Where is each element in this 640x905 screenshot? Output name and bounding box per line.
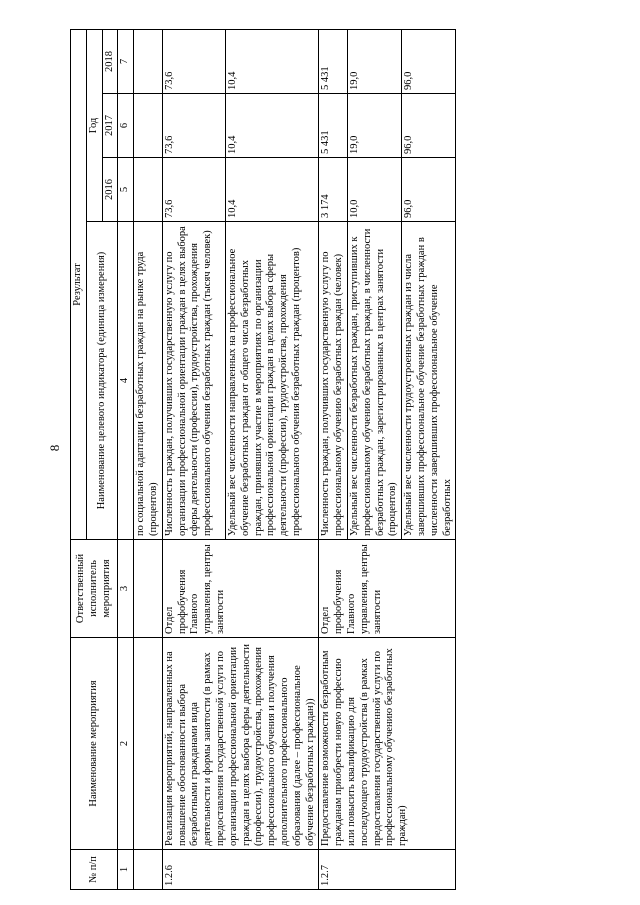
value-2017: 19,0	[347, 94, 401, 158]
table-row	[162, 29, 225, 889]
row-number: 1.2.7	[319, 850, 456, 890]
indicator-name: Удельный вес численности безработных граждан, приступивших к профессиональному обучению безработных граждан, в численности безработных граждан, зарегистрированных в центрах занятости (процентов)	[347, 222, 401, 540]
header-executor: Ответственный исполнитель мероприятия	[71, 540, 118, 638]
measures-table	[70, 29, 456, 890]
header-year-2017: 2017	[102, 94, 118, 158]
value-2018: 73,6	[162, 29, 225, 93]
value-2016: 3 174	[319, 158, 348, 222]
column-number: 4	[118, 222, 134, 540]
header-indicator: Наименование целевого индикатора (единица измерения)	[86, 222, 118, 540]
value-2018: 10,4	[226, 29, 319, 93]
header-measure: Наименование мероприятия	[71, 638, 118, 850]
continuation-text: по социальной адаптации безработных граждан на рынке труда (процентов)	[134, 222, 163, 540]
value-2018: 19,0	[347, 29, 401, 93]
value-2017: 73,6	[162, 94, 225, 158]
value-2018: 5 431	[319, 29, 348, 93]
value-2017: 96,0	[402, 94, 456, 158]
row-number: 1.2.6	[162, 850, 319, 890]
value-2016: 10,4	[226, 158, 319, 222]
column-number: 5	[118, 158, 134, 222]
measure-name: Предоставление возможности безработным гражданам приобрести новую профессию или повысить квалификацию для последующего трудоустройства (в рамках предоставления государственной услуги по профессиональному обучению безработных граждан)	[319, 638, 456, 850]
indicator-name: Численность граждан, получивших государственную услугу по организации профессиональной ориентации граждан в целях выбора сферы деятельности (профессии), трудоустройства, прохождения профессионального обучения безработных граждан (тысяч человек)	[162, 222, 225, 540]
value-2016: 10,0	[347, 158, 401, 222]
header-year-2016: 2016	[102, 158, 118, 222]
header-result: Результат	[71, 29, 87, 539]
column-number: 7	[118, 29, 134, 93]
header-year-2018: 2018	[102, 29, 118, 93]
page-number: 8	[47, 444, 62, 452]
header-num: № п/п	[71, 850, 118, 890]
value-2016: 96,0	[402, 158, 456, 222]
continuation-row	[134, 29, 163, 889]
column-number: 2	[118, 638, 134, 850]
measure-name: Реализация мероприятий, направленных на повышение обоснованности выбора безработными гражданами вида деятельности и формы занятости (в рамках предоставления государственной услуги по организации профессиональной ориентации граждан в целях выбора сферы деятельности (профессии), трудоустройства, прохождения профессионального обучения и получения дополнительного профессионального образования (далее – профессиональное обучение безработных граждан))	[162, 638, 319, 850]
value-2017: 10,4	[226, 94, 319, 158]
indicator-name: Удельный вес численности направленных на профессиональное обучение безработных граждан от общего числа безработных граждан, принявших участие в мероприятиях по организации профессиональной ориентации граждан в целях выбора сферы деятельности (профессии), трудоустройства, прохождения профессионального обучения безработных граждан (процентов)	[226, 222, 319, 540]
value-2018: 96,0	[402, 29, 456, 93]
executor-name: Отдел профобучения Главного управления, центры занятости	[162, 540, 319, 638]
column-number: 3	[118, 540, 134, 638]
column-number: 6	[118, 94, 134, 158]
indicator-name: Удельный вес численности трудоустроенных граждан из числа завершивших профессиональное обучение безработных граждан в численности завершивших профессиональное обучение безработных	[402, 222, 456, 540]
executor-name: Отдел профобучения Главного управления, центры занятости	[319, 540, 456, 638]
indicator-name: Численность граждан, получивших государственную услугу по профессиональному обучению безработных граждан (человек)	[319, 222, 348, 540]
table-row	[319, 29, 348, 889]
column-number: 1	[118, 850, 134, 890]
value-2017: 5 431	[319, 94, 348, 158]
value-2016: 73,6	[162, 158, 225, 222]
header-year: Год	[86, 29, 102, 221]
